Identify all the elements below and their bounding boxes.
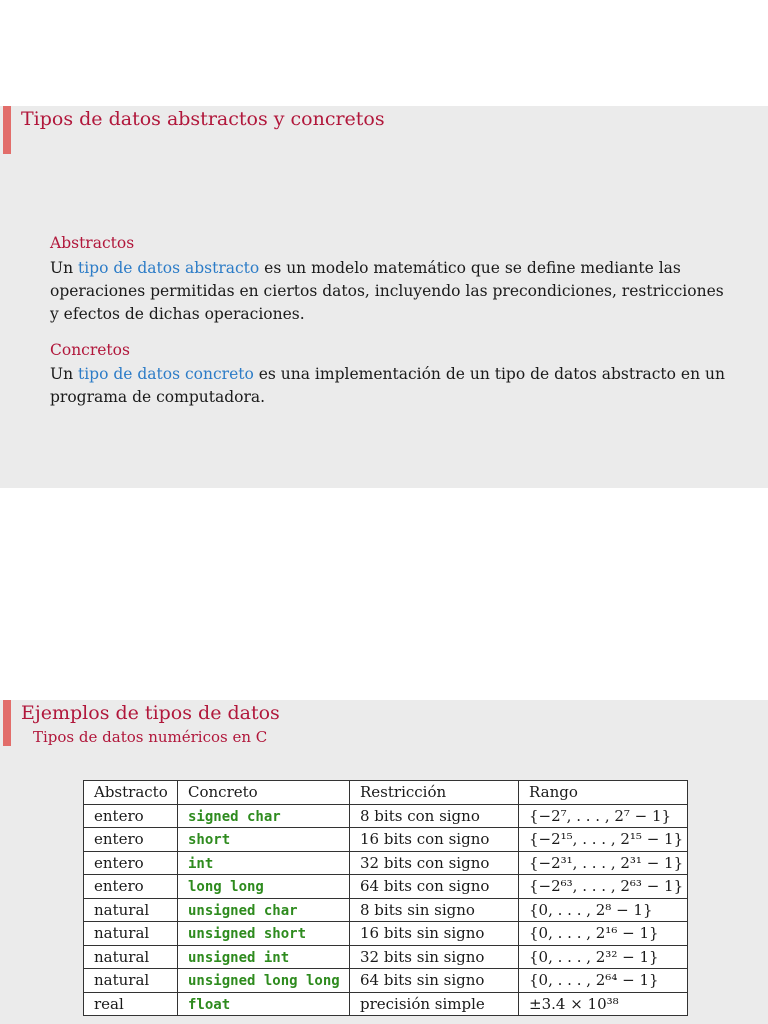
cell-abstracto-text: natural [94,947,150,966]
text-pre: Un [50,365,78,383]
cell-abstracto-text: entero [94,806,144,825]
cell-restriccion-text: precisión simple [360,994,485,1013]
cell-abstracto-text: entero [94,830,144,849]
cell-rango [519,898,688,922]
title-accent-bar [3,700,11,746]
slide-subtitle: Tipos de datos numéricos en C [33,728,268,746]
cell-abstracto [84,898,178,922]
cell-concreto-text: unsigned int [188,949,290,966]
cell-restriccion [350,898,519,922]
cell-concreto-text: unsigned char [188,902,298,919]
cell-abstracto [84,828,178,852]
cell-restriccion-text: 64 bits sin signo [360,971,485,990]
cell-rango-text: {−2³¹, . . . , 2³¹ − 1} [529,853,684,872]
cell-rango-text: {−2⁷, . . . , 2⁷ − 1} [529,806,672,825]
title-accent-bar [3,106,11,154]
table-row [84,851,688,875]
cell-abstracto-text: entero [94,877,144,896]
slide-abstract-concrete [0,106,768,488]
table-row [84,969,688,993]
text-pre: Un [50,259,78,277]
cell-concreto-text: unsigned long long [188,973,340,990]
cell-abstracto-text: natural [94,924,150,943]
cell-concreto [178,828,350,852]
cell-restriccion [350,992,519,1016]
cell-rango [519,828,688,852]
table-row [84,898,688,922]
cell-rango-text: {0, . . . , 2⁶⁴ − 1} [529,971,659,990]
cell-concreto-text: short [188,832,231,849]
cell-rango-text: {0, . . . , 2¹⁶ − 1} [529,924,659,943]
header-concreto: Concreto [178,781,350,805]
types-table [83,780,688,1016]
cell-concreto [178,922,350,946]
cell-abstracto [84,875,178,899]
cell-rango [519,969,688,993]
cell-abstracto [84,945,178,969]
text-post: es un modelo matemático que se define mediante las operaciones permitidas en ciertos datos, incluyendo las precondiciones, restricciones y efectos de dichas operaciones. [50,259,724,323]
cell-concreto [178,992,350,1016]
cell-restriccion-text: 16 bits sin signo [360,924,485,943]
cell-rango [519,922,688,946]
table-row [84,875,688,899]
cell-restriccion [350,922,519,946]
cell-rango-text: ±3.4 × 10³⁸ [529,994,619,1013]
term-tipo-concreto: tipo de datos concreto [77,365,254,383]
cell-concreto-text: int [188,855,214,872]
cell-concreto [178,945,350,969]
table-header-row [84,781,688,805]
header-restriccion: Restricción [350,781,519,805]
slide-title: Ejemplos de tipos de datos [21,702,280,724]
cell-rango-text: {−2⁶³, . . . , 2⁶³ − 1} [529,877,684,896]
cell-concreto-text: long long [188,879,264,896]
cell-concreto [178,804,350,828]
cell-abstracto-text: real [94,994,124,1013]
slide-title: Tipos de datos abstractos y concretos [21,108,385,130]
cell-rango-text: {0, . . . , 2³² − 1} [529,947,659,966]
cell-restriccion-text: 8 bits con signo [360,806,480,825]
cell-restriccion [350,851,519,875]
cell-abstracto-text: entero [94,853,144,872]
cell-restriccion [350,969,519,993]
cell-abstracto-text: natural [94,971,150,990]
cell-restriccion [350,945,519,969]
cell-concreto [178,969,350,993]
cell-rango [519,804,688,828]
header-rango: Rango [519,781,688,805]
heading-concretos: Concretos [50,341,130,359]
cell-restriccion-text: 32 bits sin signo [360,947,485,966]
heading-abstractos: Abstractos [50,234,135,252]
cell-abstracto [84,922,178,946]
table-row [84,828,688,852]
table-row [84,922,688,946]
cell-rango-text: {0, . . . , 2⁸ − 1} [529,900,653,919]
table-row [84,804,688,828]
cell-concreto [178,851,350,875]
cell-restriccion-text: 8 bits sin signo [360,900,475,919]
cell-abstracto [84,851,178,875]
cell-abstracto [84,969,178,993]
cell-concreto [178,898,350,922]
cell-rango-text: {−2¹⁵, . . . , 2¹⁵ − 1} [529,830,684,849]
cell-rango [519,992,688,1016]
cell-concreto-text: float [188,996,231,1013]
cell-concreto-text: signed char [188,808,281,825]
slide-examples [0,700,768,1024]
header-abstracto: Abstracto [84,781,178,805]
cell-restriccion-text: 16 bits con signo [360,830,490,849]
cell-abstracto [84,992,178,1016]
cell-restriccion [350,875,519,899]
cell-abstracto-text: natural [94,900,150,919]
paragraph-abstractos [50,257,730,326]
cell-abstracto [84,804,178,828]
cell-restriccion [350,804,519,828]
cell-rango [519,945,688,969]
cell-rango [519,875,688,899]
paragraph-concretos [50,363,730,409]
text-post: es una implementación de un tipo de datos abstracto en un programa de computadora. [50,365,725,406]
term-tipo-abstracto: tipo de datos abstracto [77,259,260,277]
table-row [84,945,688,969]
cell-restriccion [350,828,519,852]
cell-rango [519,851,688,875]
cell-restriccion-text: 32 bits con signo [360,853,490,872]
cell-restriccion-text: 64 bits con signo [360,877,490,896]
cell-concreto-text: unsigned short [188,926,307,943]
table-row [84,992,688,1016]
cell-concreto [178,875,350,899]
